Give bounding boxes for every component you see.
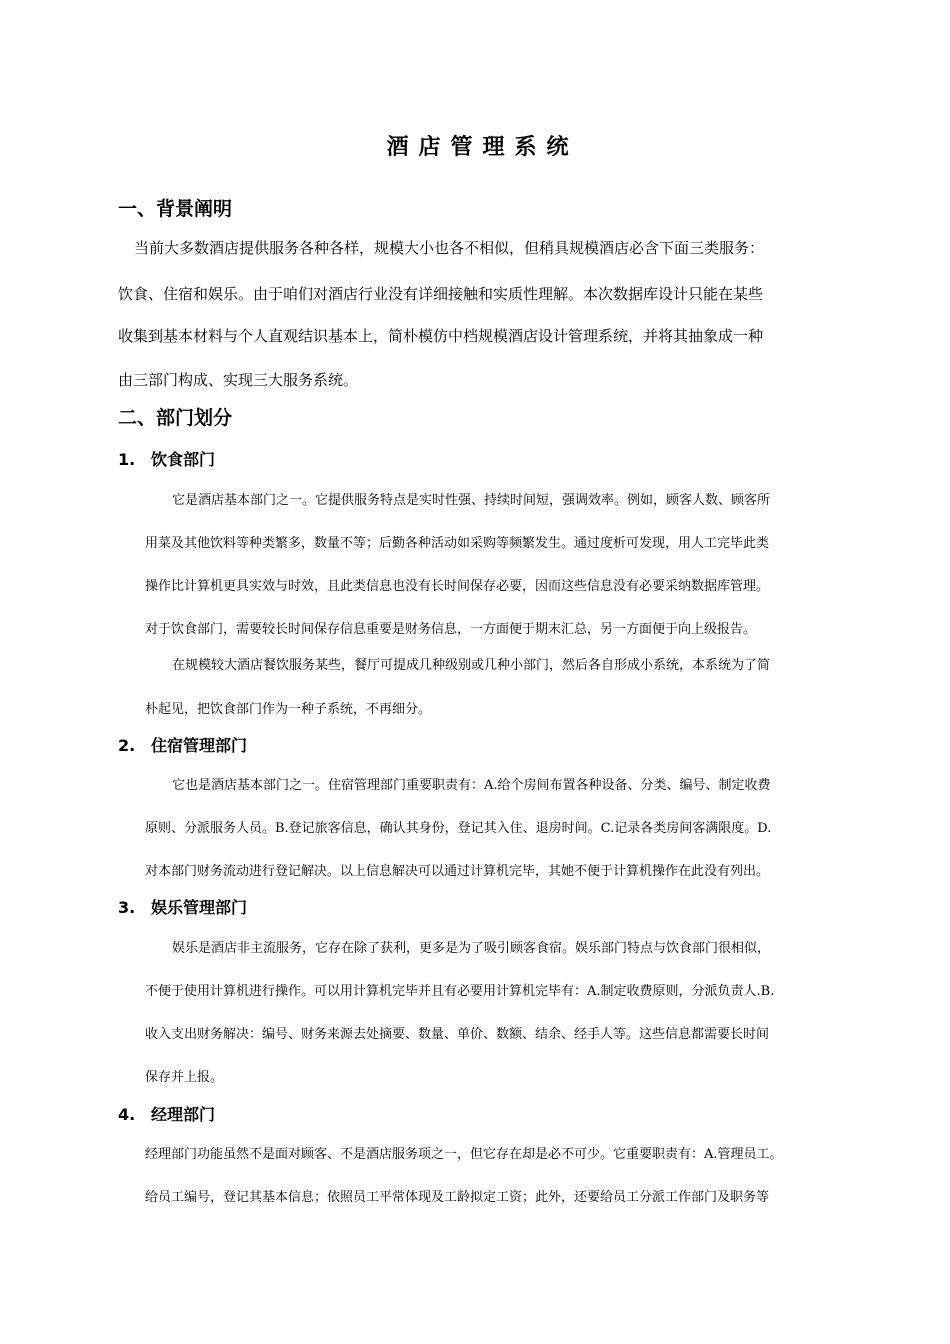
document-title: 酒店管理系统: [386, 135, 579, 160]
subsection-heading-management: [118, 1104, 215, 1126]
subsection-title: 娱乐管理部门: [151, 898, 248, 917]
paragraph-line: 朴起见，把饮食部门作为一种子系统，不再细分。: [145, 702, 432, 717]
section-heading-background: 一、背景阐明: [118, 198, 233, 220]
paragraph-line: 收集到基本材料与个人直观结识基本上，简朴模仿中档规模酒店设计管理系统，并将其抽象成一种: [118, 327, 764, 345]
subsection-title: 经理部门: [151, 1105, 216, 1124]
subsection-number: 3.: [118, 898, 136, 917]
paragraph-line: 由三部门构成、实现三大服务系统。: [118, 371, 359, 389]
subsection-heading-entertainment: [118, 897, 247, 919]
paragraph-line: 经理部门功能虽然不是面对顾客、不是酒店服务项之一，但它存在却是必不可少。它重要职责有：A.管理员工。: [145, 1147, 783, 1162]
paragraph-line: 它是酒店基本部门之一。它提供服务特点是实时性强、持续时间短，强调效率。例如，顾客人数、顾客所: [172, 493, 771, 508]
paragraph-line: 不便于使用计算机进行操作。可以用计算机完毕并且有必要用计算机完毕有：A.制定收费原则，分派负责人.B.: [145, 984, 775, 999]
paragraph-line: 对本部门财务流动进行登记解决。以上信息解决可以通过计算机完毕，其她不便于计算机操作在此没有列出。: [145, 864, 770, 879]
paragraph-line: 在规模较大酒店餐饮服务某些，餐厅可提成几种级别或几种小部门，然后各自形成小系统，本系统为了简: [172, 658, 771, 673]
subsection-number: 2.: [118, 736, 136, 755]
subsection-number: 4.: [118, 1105, 136, 1124]
paragraph-line: 用菜及其他饮料等种类繁多，数量不等；后勤各种活动如采购等频繁发生。通过度析可发现，用人工完毕此类: [145, 536, 770, 551]
subsection-heading-catering: [118, 449, 215, 471]
subsection-title: 饮食部门: [151, 450, 216, 469]
paragraph-line: 操作比计算机更具实效与时效，且此类信息也没有长时间保存必要，因而这些信息没有必要采纳数据库管理。: [145, 579, 770, 594]
paragraph-line: 当前大多数酒店提供服务各种各样，规模大小也各不相似，但稍具规模酒店必含下面三类服务：: [134, 239, 765, 257]
paragraph-line: 收入支出财务解决：编号、财务来源去处摘要、数量、单价、数额、结余、经手人等。这些信息都需要长时间: [145, 1027, 770, 1042]
subsection-number: 1.: [118, 450, 136, 469]
paragraph-line: 原则、分派服务人员。B.登记旅客信息，确认其身份，登记其入住、退房时间。C.记录各类房间客满限度。D.: [145, 821, 772, 836]
paragraph-line: 保存并上报。: [145, 1070, 224, 1085]
section-heading-departments: 二、部门划分: [118, 407, 233, 429]
paragraph-line: 给员工编号，登记其基本信息；依照员工平常体现及工龄拟定工资；此外，还要给员工分派工作部门及职务等: [145, 1190, 770, 1205]
subsection-heading-lodging: [118, 735, 247, 757]
paragraph-line: 娱乐是酒店非主流服务，它存在除了获利，更多是为了吸引顾客食宿。娱乐部门特点与饮食部门很相似，: [172, 941, 771, 956]
paragraph-line: 对于饮食部门，需要较长时间保存信息重要是财务信息，一方面便于期末汇总，另一方面便于向上级报告。: [145, 622, 757, 637]
subsection-title: 住宿管理部门: [151, 736, 248, 755]
paragraph-line: 饮食、住宿和娱乐。由于咱们对酒店行业没有详细接触和实质性理解。本次数据库设计只能在某些: [118, 285, 764, 303]
paragraph-line: 它也是酒店基本部门之一。住宿管理部门重要职责有：A.给个房间布置各种设备、分类、编号、制定收费: [172, 778, 771, 793]
